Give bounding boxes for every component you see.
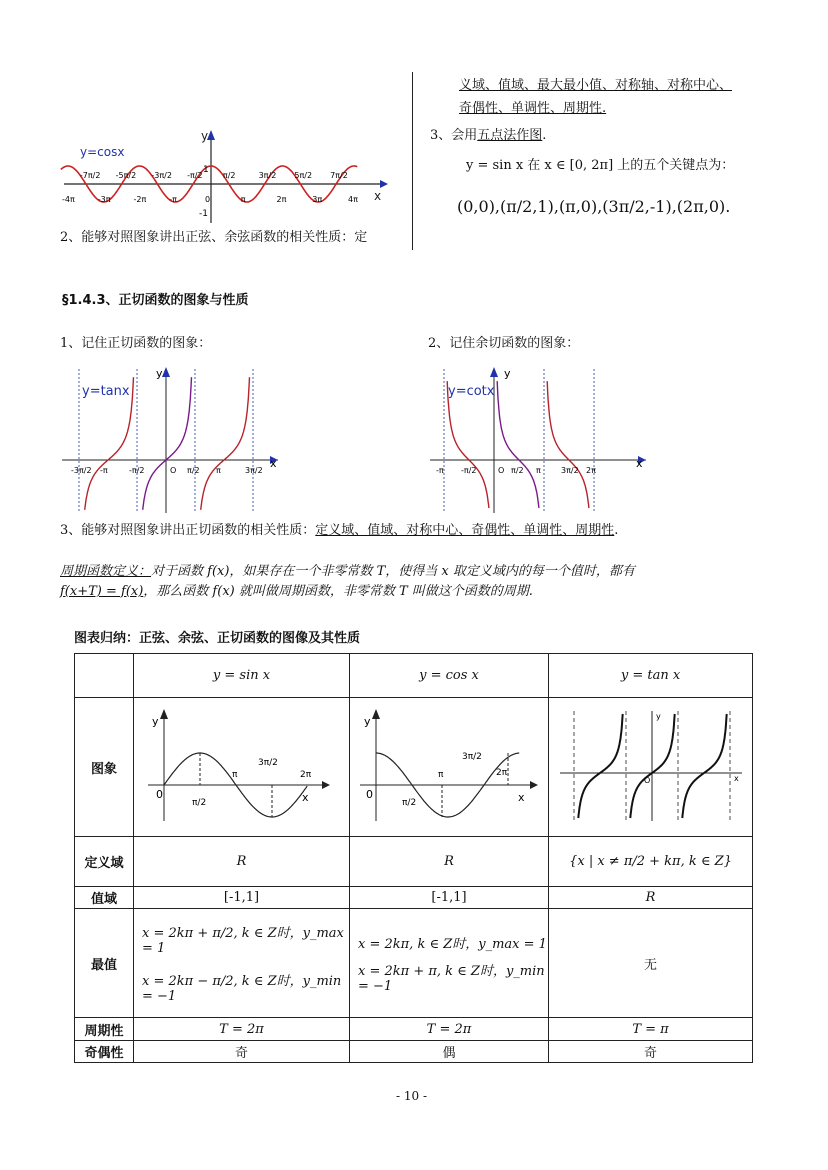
domain-cos: R <box>350 837 549 887</box>
period-cos: T = 2π <box>350 1018 549 1041</box>
tan-s-axis-x: x <box>733 774 739 783</box>
row-graph-label: 图象 <box>75 698 134 837</box>
tan-tick-label: O <box>170 466 177 475</box>
tan-graph <box>60 365 280 515</box>
tan-branch <box>201 377 250 510</box>
tan-tick-label: 3π/2 <box>245 466 263 475</box>
cot-axis-x: x <box>636 457 643 470</box>
cos-s-3pi2: 3π/2 <box>462 752 482 762</box>
cos-tick-label: 3π <box>312 195 323 204</box>
cos-s-axis-x: x <box>518 791 525 804</box>
cot-tick-label: -π <box>436 466 444 475</box>
parity-tan: 奇 <box>549 1041 753 1063</box>
corner-cell <box>75 654 134 698</box>
cos-s-origin: 0 <box>366 788 373 801</box>
cos-axis-y: y <box>201 129 209 143</box>
range-sin: [-1,1] <box>134 887 350 909</box>
cos-s-axis-y: y <box>364 715 371 728</box>
row-domain-label: 定义域 <box>75 837 134 887</box>
sin-axis-y: y <box>151 715 159 728</box>
cos-tick-label: 5π/2 <box>294 171 313 180</box>
sin-key-points-line: y = sin x 在 x ∈ [0, 2π] 上的五个关键点为： <box>466 158 735 173</box>
sin-max-line: x = 2kπ + π/2, k ∈ Z时，y_max = 1 <box>142 926 344 956</box>
tan-item3-props: 定义域、值域、对称中心、奇偶性、单调性、周期性 <box>315 523 615 538</box>
row-range-label: 值域 <box>75 887 134 909</box>
tan-item3-suffix: . <box>614 523 619 538</box>
cos-tick-1: 1 <box>203 165 209 175</box>
tan-graph-cell <box>549 698 753 837</box>
tan-tick-label: -π/2 <box>129 466 145 475</box>
tan-axis-y: y <box>156 367 163 380</box>
props-line2: 奇偶性、单调性、周期性. <box>459 101 607 116</box>
cot-tick-label: 2π <box>586 466 596 475</box>
item3-prefix: 3、会用 <box>430 128 478 143</box>
period-tan: T = π <box>549 1018 753 1041</box>
tan-tick-label: -3π/2 <box>71 466 92 475</box>
cos-tick-label: -2π <box>133 195 147 204</box>
cot-tick-label: 3π/2 <box>561 466 579 475</box>
cos-tick-label: 0 <box>205 195 211 204</box>
tan-axis-x: x <box>270 457 277 470</box>
cos-tick-label: 3π/2 <box>258 171 277 180</box>
section-title: §1.4.3、正切函数的图象与性质 <box>62 293 249 308</box>
sin-graph-cell <box>134 698 350 837</box>
tan-tick-label: π/2 <box>187 466 200 475</box>
periodic-def-label: 周期函数定义： <box>60 564 152 579</box>
tan-graph-label: y=tanx <box>82 384 130 399</box>
header-cos: y = cos x <box>350 654 549 698</box>
sin-pi: π <box>231 770 237 780</box>
extreme-cos <box>350 909 549 1018</box>
cos-tick-label: 7π/2 <box>330 171 348 180</box>
cot-branch <box>497 381 539 508</box>
header-sin: y = sin x <box>134 654 350 698</box>
cot-tick-label: π <box>536 466 541 475</box>
tan-item3-prefix: 3、能够对照图象讲出正切函数的相关性质： <box>60 523 316 538</box>
table-row <box>75 887 753 909</box>
periodic-def-formula: f(x+T) = f(x) <box>60 584 144 599</box>
cot-branch <box>447 381 489 508</box>
cos-tick-label: -4π <box>62 195 75 204</box>
key-points: (0,0),(π/2,1),(π,0),(3π/2,-1),(2π,0). <box>457 197 731 216</box>
table-row <box>75 698 753 837</box>
period-sin: T = 2π <box>134 1018 350 1041</box>
row-extreme-label: 最值 <box>75 909 134 1018</box>
cos-tick-label: -5π/2 <box>115 171 137 180</box>
tan-s-origin: O <box>643 776 650 785</box>
cos-max-line: x = 2kπ, k ∈ Z时，y_max = 1 <box>358 936 547 952</box>
tan-small-branch <box>682 714 726 818</box>
sin-2pi: 2π <box>299 770 311 780</box>
cos-s-pi2: π/2 <box>402 798 417 808</box>
tan-tick-label: π <box>216 466 221 475</box>
parity-sin: 奇 <box>134 1041 350 1063</box>
cot-item2: 2、记住余切函数的图象： <box>428 336 580 351</box>
cos-small-graph <box>354 705 544 825</box>
range-tan: R <box>549 887 753 909</box>
domain-tan: {x | x ≠ π/2 + kπ, k ∈ Z} <box>549 837 753 887</box>
sin-3pi2: 3π/2 <box>257 758 278 768</box>
item3-suffix: . <box>542 128 547 143</box>
cos-tick-label: π/2 <box>222 171 236 180</box>
header-tan: y = tan x <box>549 654 753 698</box>
cos-s-pi: π <box>438 770 444 780</box>
tan-tick-label: -π <box>100 466 108 475</box>
tan-branch <box>143 377 192 510</box>
sin-small-graph <box>142 705 342 825</box>
cot-tick-label: π/2 <box>511 466 524 475</box>
row-period-label: 周期性 <box>75 1018 134 1041</box>
sin-pi2: π/2 <box>191 798 206 808</box>
tan-small-graph <box>556 705 746 825</box>
item3 <box>430 127 546 145</box>
cos-graph-cell <box>350 698 549 837</box>
tan-small-branch <box>578 714 622 818</box>
cos-tick-label: π <box>240 195 246 204</box>
parity-cos: 偶 <box>350 1041 549 1063</box>
item2-text: 2、能够对照图象讲出正弦、余弦函数的相关性质：定 <box>60 230 368 245</box>
cos-tick-label: -π/2 <box>187 171 203 180</box>
cot-branch <box>547 381 589 508</box>
cos-tick-label: -7π/2 <box>79 171 101 180</box>
periodic-def-text1: 对于函数 f(x)，如果存在一个非零常数 T，使得当 x 取定义域内的每一个值时，都有 <box>151 564 635 579</box>
periodic-def-text2: ，那么函数 f(x) 就叫做周期函数，非零常数 T 叫做这个函数的周期. <box>143 584 533 599</box>
summary-table <box>74 653 753 1063</box>
cos-axis-x: x <box>374 189 382 203</box>
cos-tick-label: -3π <box>97 195 111 204</box>
tan-item3 <box>60 522 618 540</box>
range-cos: [-1,1] <box>350 887 549 909</box>
cos-min-line: x = 2kπ + π, k ∈ Z时，y_min = −1 <box>358 963 545 994</box>
periodic-def-line1 <box>60 563 635 581</box>
cos-tick-m1: -1 <box>199 209 208 219</box>
cot-graph <box>428 365 648 515</box>
five-point-method: 五点法作图 <box>477 128 543 143</box>
table-row <box>75 1018 753 1041</box>
cos-tick-label: 4π <box>348 195 358 204</box>
row-parity-label: 奇偶性 <box>75 1041 134 1063</box>
props-line1: 义域、值域、最大最小值、对称轴、对称中心、 <box>459 78 733 93</box>
summary-title: 图表归纳：正弦、余弦、正切函数的图像及其性质 <box>74 631 361 646</box>
cos-graph-label: y=cosx <box>80 145 125 159</box>
sin-min-line: x = 2kπ − π/2, k ∈ Z时，y_min = −1 <box>142 974 342 1004</box>
domain-sin: R <box>134 837 350 887</box>
cos-tick-label: -π <box>169 195 178 204</box>
cot-axis-y: y <box>504 367 511 380</box>
table-row <box>75 1041 753 1063</box>
table-row <box>75 837 753 887</box>
cot-graph-label: y=cotx <box>448 384 495 399</box>
table-row <box>75 654 753 698</box>
column-divider <box>412 72 413 250</box>
cos-graph <box>58 128 388 228</box>
cot-tick-label: -π/2 <box>461 466 477 475</box>
sin-origin: 0 <box>155 788 163 801</box>
extreme-sin <box>134 909 350 1018</box>
cos-tick-label: -3π/2 <box>151 171 172 180</box>
extreme-tan: 无 <box>549 909 753 1018</box>
periodic-def-line2 <box>60 583 533 601</box>
page-number: - 10 - <box>396 1089 428 1103</box>
cot-tick-label: O <box>498 466 505 475</box>
sin-axis-x: x <box>301 791 309 804</box>
cos-tick-label: 2π <box>276 195 287 204</box>
tan-item1: 1、记住正切函数的图象： <box>60 336 212 351</box>
cos-s-2pi: 2π <box>496 768 508 778</box>
tan-s-axis-y: y <box>655 712 661 721</box>
table-row <box>75 909 753 1018</box>
